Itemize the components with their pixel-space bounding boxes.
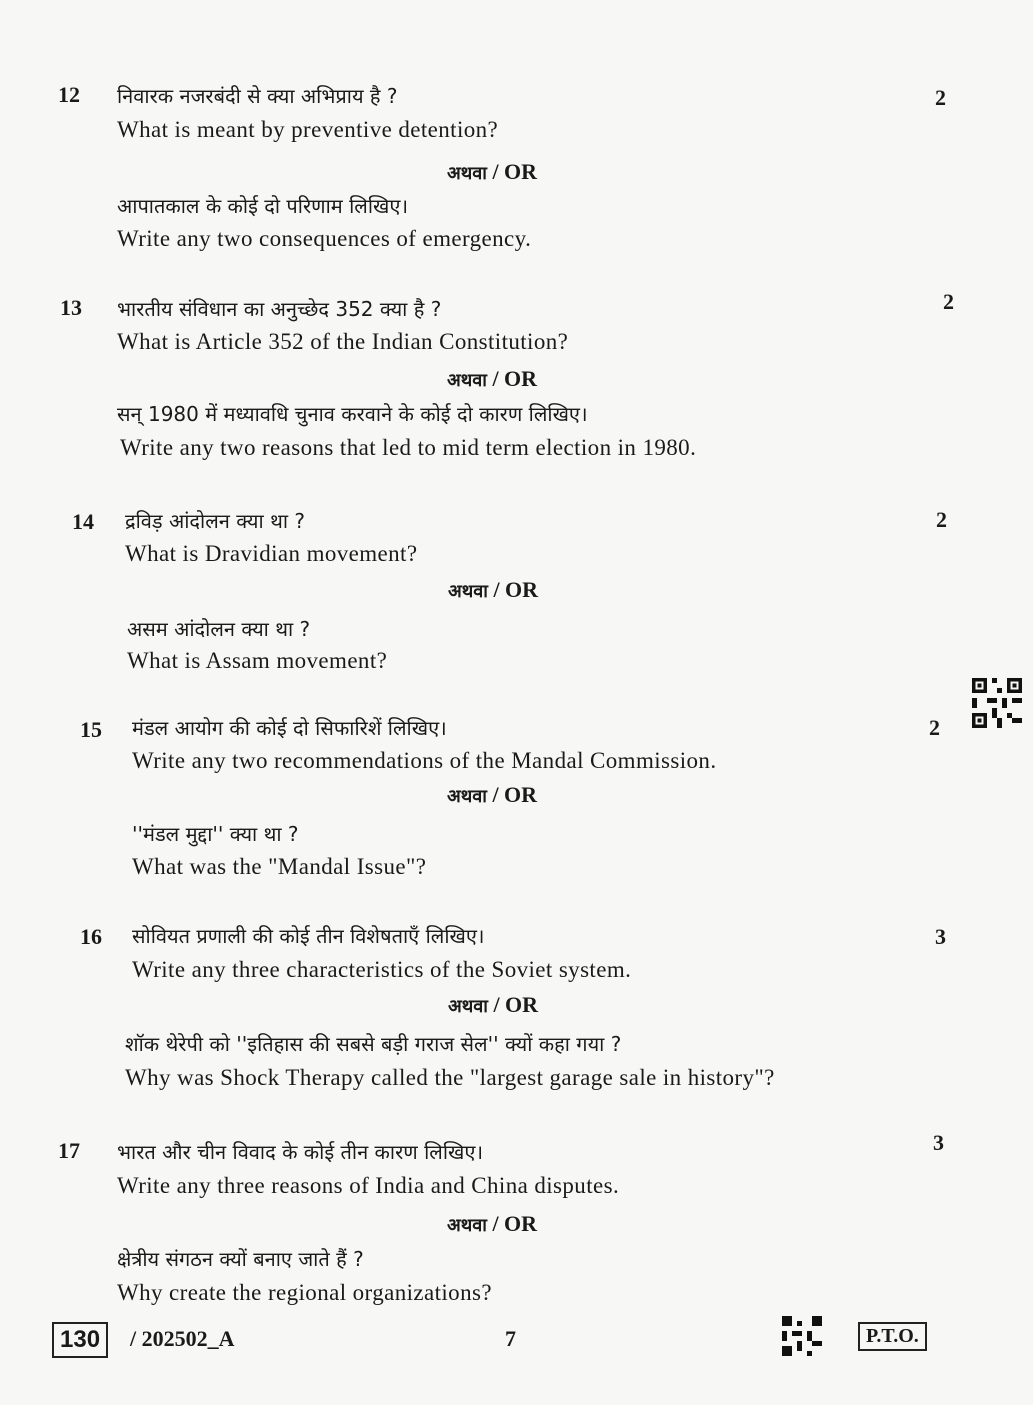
or-divider [448, 992, 538, 1018]
or-english: / OR [493, 577, 539, 602]
or-divider [447, 159, 537, 185]
question-hindi: निवारक नजरबंदी से क्या अभिप्राय है ? [117, 84, 398, 108]
or-divider [447, 782, 537, 808]
question-hindi: भारतीय संविधान का अनुच्छेद 352 क्या है ? [117, 297, 442, 321]
question-number: 15 [80, 717, 102, 742]
paper-code-suffix: / 202502_A [130, 1326, 235, 1351]
question-english: Write any three characteristics of the Soviet system. [132, 957, 632, 982]
question-english: What is Article 352 of the Indian Constitution? [117, 329, 569, 354]
question-hindi: द्रविड़ आंदोलन क्या था ? [125, 509, 306, 533]
question-hindi: सोवियत प्रणाली की कोई तीन विशेषताएँ लिखिए। [132, 924, 485, 948]
or-hindi: अथवा [447, 786, 487, 807]
or-english: / OR [492, 782, 538, 807]
question-number: 13 [60, 295, 82, 320]
question-marks: 3 [935, 924, 946, 949]
or-divider [448, 577, 538, 603]
question-english: What is Dravidian movement? [125, 541, 418, 566]
alternative-english: Write any two reasons that led to mid term election in 1980. [120, 435, 697, 460]
question-number: 12 [58, 82, 80, 107]
or-hindi: अथवा [447, 163, 487, 184]
alternative-hindi: असम आंदोलन क्या था ? [127, 617, 311, 641]
alternative-english: Why create the regional organizations? [117, 1280, 492, 1305]
question-number: 14 [72, 509, 94, 534]
paper-code-box: 130 [52, 1322, 108, 1358]
question-english: What is meant by preventive detention? [117, 117, 499, 142]
question-marks: 2 [929, 715, 940, 740]
question-marks: 2 [935, 85, 946, 110]
or-hindi: अथवा [448, 581, 488, 602]
question-number: 16 [80, 924, 102, 949]
or-english: / OR [492, 159, 538, 184]
question-marks: 2 [943, 289, 954, 314]
alternative-hindi: क्षेत्रीय संगठन क्यों बनाए जाते हैं ? [117, 1247, 364, 1271]
alternative-english: What is Assam movement? [127, 648, 388, 673]
alternative-hindi: ''मंडल मुद्दा'' क्या था ? [132, 822, 299, 846]
or-english: / OR [492, 1211, 538, 1236]
or-hindi: अथवा [448, 996, 488, 1017]
alternative-hindi: शॉक थेरेपी को ''इतिहास की सबसे बड़ी गराज सेल'' क्यों कहा गया ? [125, 1032, 622, 1056]
qr-code-icon [972, 678, 1022, 728]
question-english: Write any three reasons of India and China disputes. [117, 1173, 620, 1198]
question-hindi: भारत और चीन विवाद के कोई तीन कारण लिखिए। [117, 1140, 484, 1164]
alternative-hindi: सन् 1980 में मध्यावधि चुनाव करवाने के कोई दो कारण लिखिए। [117, 402, 588, 426]
question-hindi: मंडल आयोग की कोई दो सिफारिशें लिखिए। [132, 716, 447, 740]
or-hindi: अथवा [447, 1215, 487, 1236]
alternative-english: Write any two consequences of emergency. [117, 226, 532, 251]
pto-label: P.T.O. [858, 1322, 927, 1351]
alternative-hindi: आपातकाल के कोई दो परिणाम लिखिए। [117, 194, 409, 218]
alternative-english: What was the "Mandal Issue"? [132, 854, 427, 879]
or-english: / OR [493, 992, 539, 1017]
question-marks: 2 [936, 507, 947, 532]
question-english: Write any two recommendations of the Mandal Commission. [132, 748, 717, 773]
page-footer [0, 1310, 1033, 1405]
question-number: 17 [58, 1138, 80, 1163]
barcode-icon [782, 1316, 822, 1356]
or-divider [447, 1211, 537, 1237]
page-number: 7 [505, 1326, 516, 1351]
question-marks: 3 [933, 1130, 944, 1155]
or-hindi: अथवा [447, 370, 487, 391]
or-english: / OR [492, 366, 538, 391]
alternative-english: Why was Shock Therapy called the "largest garage sale in history"? [125, 1065, 775, 1090]
or-divider [447, 366, 537, 392]
